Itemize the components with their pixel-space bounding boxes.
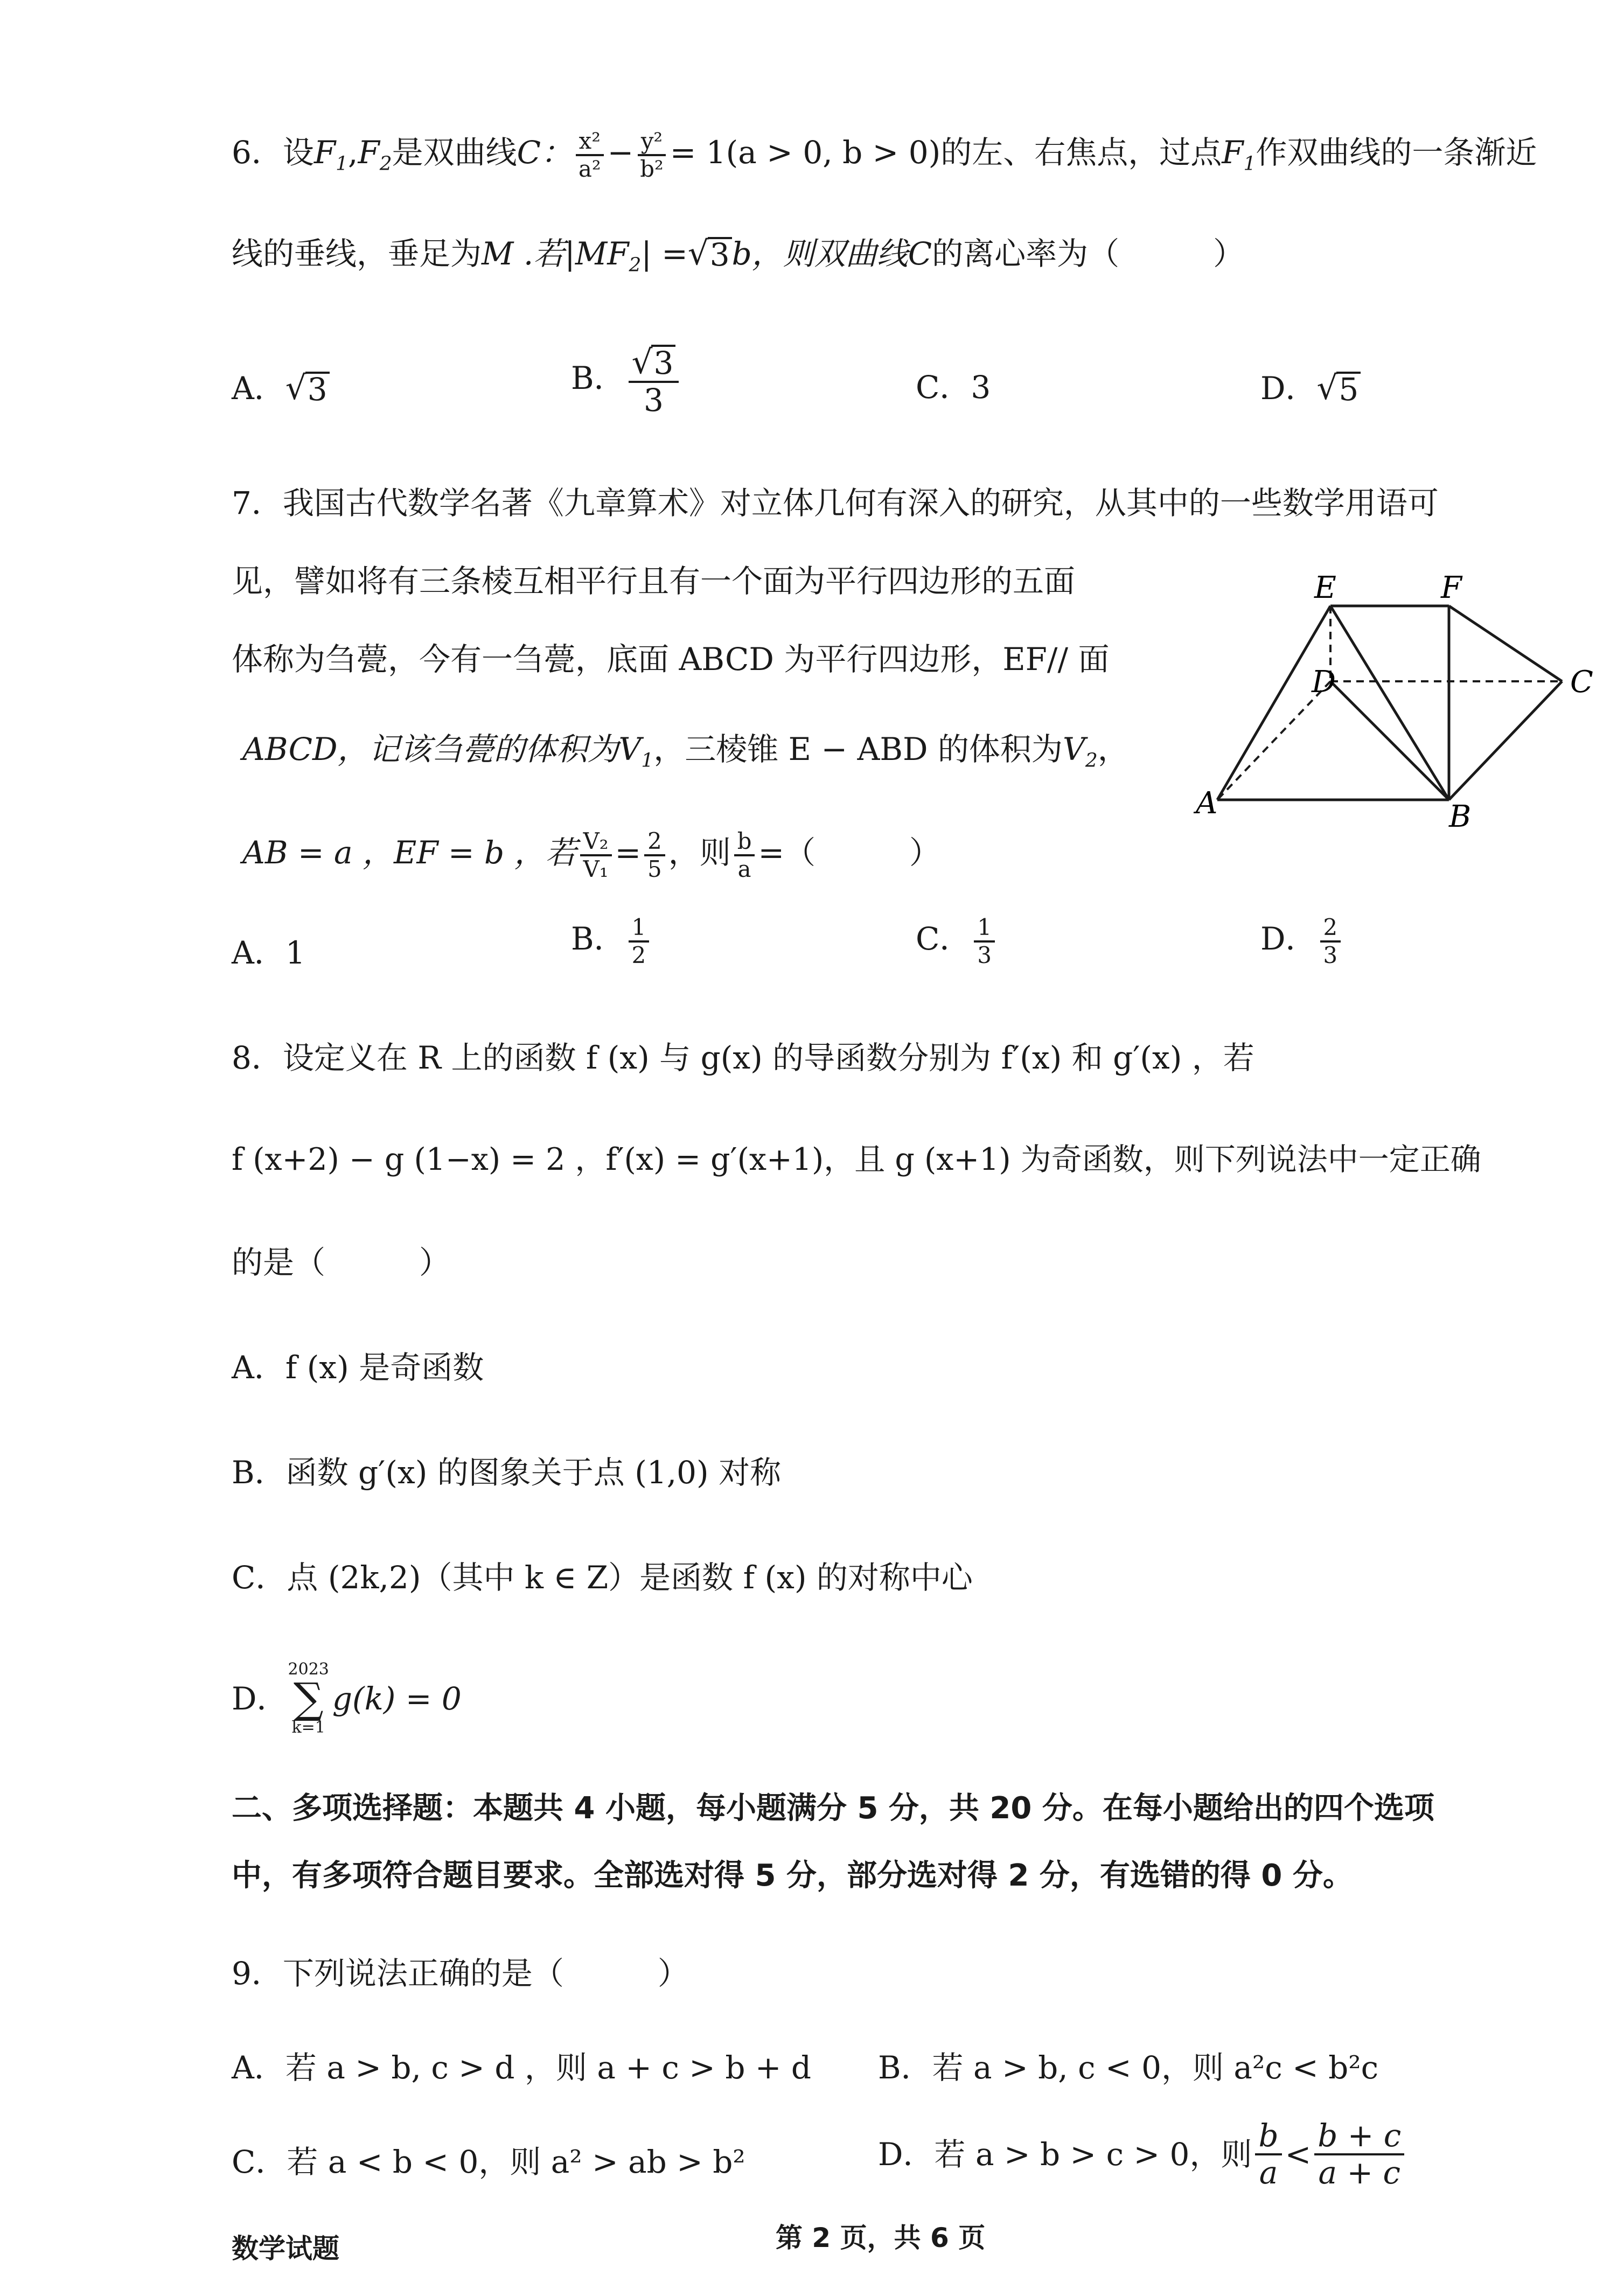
q8-line1: 8．设定义在 R 上的函数 f (x) 与 g(x) 的导函数分别为 f′(x) 和 g′(x) ，若 (232, 1039, 1254, 1076)
label-f: F (1441, 570, 1462, 605)
q7-option-b: B． $\frac{1}{2}$ (571, 916, 652, 967)
q6-frac-y-over-b: $\frac{\text{y²}}{\text{b²}}$ (637, 129, 666, 181)
label-b: B (1449, 799, 1472, 834)
q7-line2: 见，譬如将有三条棱互相平行且有一个面为平行四边形的五面 (232, 563, 1076, 599)
q6-option-b: B． √ 3 3 (571, 345, 682, 417)
q8-line3: 的是（ ） (232, 1244, 451, 1281)
q7-option-c: C． $\frac{1}{3}$ (916, 916, 998, 967)
section2-line2: 中，有多项符合题目要求。全部选对得 5 分，部分选对得 2 分，有选错的得 0 分。 (232, 1858, 1353, 1893)
label-e: E (1314, 570, 1336, 605)
q8-option-d: D． 2023 ∑ k=1 g(k) = 0 (232, 1660, 462, 1737)
q6-option-d: D． √ 5 (1260, 372, 1361, 405)
q7-figure (1185, 560, 1605, 840)
q6-frac-x-over-a: $\frac{\text{x²}}{\text{a²}}$ (575, 129, 604, 181)
q7-line4: ABCD，记该刍甍的体积为$V_1$，三棱锥 E − ABD 的体积为$V_2$， (242, 731, 1129, 772)
q6-option-a: A． √ 3 (232, 372, 330, 405)
q6-line1: 6．设$F_1,F_2$是双曲线C： $\frac{\text{x²}}{\text{a²}}$ − $\frac{\text{y²}}{\text{b²}}$ = 1(a > 0, b > 0)的左、右焦点，过点$F_1$作双曲线的一条渐近 (232, 128, 1537, 182)
q9-stem: 9．下列说法正确的是（ ） (232, 1955, 689, 1992)
q7-line3: 体称为刍甍，今有一刍甍，底面 ABCD 为平行四边形，EF// 面 (232, 641, 1110, 678)
label-c: C (1570, 665, 1593, 700)
q9-option-b: B．若 a > b, c < 0，则 a²c < b²c (878, 2049, 1379, 2086)
sqrt-3: √ 3 (688, 237, 732, 270)
footer-subject: 数学试题 (232, 2233, 339, 2264)
q7-line5: AB = a ，EF = b ，若 $\frac{\text{V₂}}{\text{V₁}}$ = $\frac{2}{5}$ ，则 $\frac{b}{a}$ =（ ） (242, 828, 941, 882)
q8-option-a: A．f (x) 是奇函数 (232, 1349, 484, 1386)
q7-line1: 7．我国古代数学名著《九章算术》对立体几何有深入的研究，从其中的一些数学用语可 (232, 485, 1439, 521)
q6-line2: 线的垂线，垂足为M .若$|MF_2|$ = √ 3 b，则双曲线C的离心率为（ ） (232, 234, 1245, 276)
footer-page-number: 第 2 页，共 6 页 (776, 2222, 986, 2253)
q8-option-b: B．函数 g′(x) 的图象关于点 (1,0) 对称 (232, 1454, 782, 1491)
edge-fc (1449, 606, 1562, 681)
edge-ea (1217, 606, 1330, 800)
label-a: A (1196, 786, 1218, 821)
summation: 2023 ∑ k=1 (288, 1660, 329, 1737)
q7-option-d: D． $\frac{2}{3}$ (1260, 916, 1344, 967)
q9-option-c: C．若 a < b < 0，则 a² > ab > b² (232, 2144, 745, 2180)
edge-db (1330, 681, 1449, 800)
q8-line2: f (x+2) − g (1−x) = 2 ，f′(x) = g′(x+1)，且 g (x+1) 为奇函数，则下列说法中一定正确 (232, 1142, 1481, 1177)
q7-option-a: A．1 (232, 934, 305, 971)
q9-option-d: D．若 a > b > c > 0，则 $\frac{b}{a}$ < $\frac{b + c}{a + c}$ (878, 2119, 1407, 2189)
label-d: D (1312, 665, 1336, 700)
section2-line1: 二、多项选择题：本题共 4 小题，每小题满分 5 分，共 20 分。在每小题给出的四个选项 (232, 1791, 1434, 1826)
edge-cb (1449, 681, 1562, 800)
q8-option-c: C．点 (2k,2)（其中 k ∈ Z）是函数 f (x) 的对称中心 (232, 1559, 973, 1596)
q6-option-c: C．3 (916, 369, 991, 406)
q9-option-a: A．若 a > b, c > d ，则 a + c > b + d (232, 2049, 812, 2086)
edge-eb (1330, 606, 1449, 800)
